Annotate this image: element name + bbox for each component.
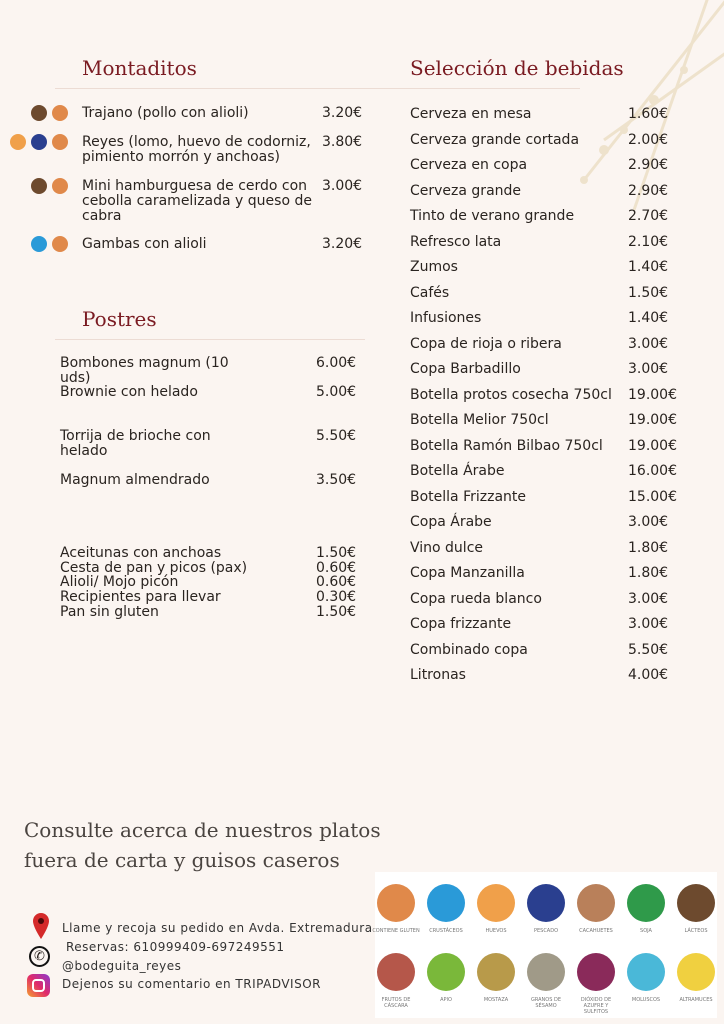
item-price: 3.50€ xyxy=(316,472,357,488)
item-price: 3.80€ xyxy=(322,134,363,150)
drink-item xyxy=(410,183,680,199)
item-price: 1.50€ xyxy=(628,284,669,301)
apio-icon xyxy=(427,953,465,991)
pescado-label: PESCADO xyxy=(533,928,559,934)
menu-item xyxy=(82,237,372,252)
allergen-huevos xyxy=(471,884,521,934)
extra-item xyxy=(60,590,360,604)
item-price: 19.00€ xyxy=(628,437,677,454)
drink-item xyxy=(410,565,680,581)
item-name: Cafés xyxy=(410,284,450,301)
drink-item xyxy=(410,642,680,658)
item-name: Cerveza grande cortada xyxy=(410,131,580,148)
item-name: Cesta de pan y picos (pax) xyxy=(60,559,248,576)
drink-item xyxy=(410,157,680,173)
drink-item xyxy=(410,463,680,479)
drink-item xyxy=(410,208,680,224)
gluten-allergen-icon xyxy=(52,105,68,121)
allergen-lacteos xyxy=(671,884,721,934)
item-price: 5.00€ xyxy=(316,384,357,400)
consulte-line-1: Consulte acerca de nuestros platos xyxy=(24,818,381,842)
item-name: Botella Árabe xyxy=(410,463,505,479)
sesamo-label: GRANOS DE SÉSAMO xyxy=(530,997,561,1009)
lacteos-icon xyxy=(677,884,715,922)
apio-label: APIO xyxy=(440,997,452,1003)
huevos-allergen-icon xyxy=(10,134,26,150)
item-name: Copa frizzante xyxy=(410,616,512,632)
address-text: Llame y recoja su pedido en Avda. Extremadura xyxy=(62,921,373,935)
item-price: 5.50€ xyxy=(628,641,669,658)
drink-item xyxy=(410,591,680,607)
divider xyxy=(380,88,580,89)
item-price: 3.00€ xyxy=(628,514,669,530)
extra-item xyxy=(60,605,360,619)
gluten-allergen-icon xyxy=(52,134,68,150)
item-price: 1.40€ xyxy=(628,310,669,326)
allergen-apio xyxy=(421,953,471,1003)
item-price: 3.00€ xyxy=(628,616,669,632)
item-name: Mini hamburguesa de cerdo con cebolla caramelizada y queso de cabra xyxy=(82,178,312,224)
huevos-icon xyxy=(477,884,515,922)
allergen-pescado xyxy=(521,884,571,934)
item-name: Litronas xyxy=(410,667,466,683)
extra-item xyxy=(60,575,360,589)
drink-item xyxy=(410,336,680,352)
item-price: 2.90€ xyxy=(628,157,669,173)
montaditos-title: Montaditos xyxy=(82,56,197,80)
huevos-label: HUEVOS xyxy=(485,928,507,934)
tripadvisor-text: Dejenos su comentario en TRIPADVISOR xyxy=(62,977,321,991)
item-name: Botella Frizzante xyxy=(410,488,527,505)
drink-item xyxy=(410,616,680,632)
item-price: 3.00€ xyxy=(628,335,669,352)
item-name: Aceitunas con anchoas xyxy=(60,545,222,561)
bebidas-title: Selección de bebidas xyxy=(410,56,624,80)
item-name: Cerveza grande xyxy=(410,182,522,199)
drink-item xyxy=(410,540,680,556)
lacteos-allergen-icon xyxy=(31,178,47,194)
item-price: 19.00€ xyxy=(628,386,677,403)
item-name: Botella Ramón Bilbao 750cl xyxy=(410,437,603,454)
dessert-item xyxy=(60,356,360,386)
pescado-icon xyxy=(527,884,565,922)
drink-item xyxy=(410,438,680,454)
moluscos-label: MOLUSCOS xyxy=(631,997,661,1003)
frutos-label: FRUTOS DE CÁSCARA xyxy=(381,997,411,1009)
drink-item xyxy=(410,234,680,250)
item-name: Tinto de verano grande xyxy=(410,208,575,224)
allergen-moluscos xyxy=(621,953,671,1003)
item-name: Brownie con helado xyxy=(60,384,198,400)
item-name: Copa de rioja o ribera xyxy=(410,335,562,352)
item-name: Trajano (pollo con alioli) xyxy=(82,105,249,121)
divider xyxy=(55,339,365,340)
sulfitos-label: DIÓXIDO DE AZUFRE Y SULFITOS xyxy=(580,997,612,1015)
divider xyxy=(55,88,390,89)
item-price: 1.50€ xyxy=(316,603,357,620)
item-name: Pan sin gluten xyxy=(60,603,159,620)
gluten-label: CONTIENE GLUTEN xyxy=(372,928,420,934)
phone-icon: ✆ xyxy=(29,946,50,967)
gluten-allergen-icon xyxy=(52,178,68,194)
gluten-allergen-icon xyxy=(52,236,68,252)
cacahuetes-label: CACAHUETES xyxy=(579,928,613,934)
consulte-line-2: fuera de carta y guisos caseros xyxy=(24,848,340,872)
drink-item xyxy=(410,489,680,505)
drink-item xyxy=(410,106,680,122)
menu-item xyxy=(82,179,372,224)
allergen-sesamo xyxy=(521,953,571,1009)
crustaceos-icon xyxy=(427,884,465,922)
item-name: Cerveza en copa xyxy=(410,157,528,173)
cacahuetes-icon xyxy=(577,884,615,922)
lacteos-allergen-icon xyxy=(31,105,47,121)
item-name: Recipientes para llevar xyxy=(60,589,221,606)
item-price: 2.90€ xyxy=(628,182,669,199)
drink-item xyxy=(410,387,680,403)
item-name: Copa Árabe xyxy=(410,514,492,530)
item-name: Gambas con alioli xyxy=(82,236,207,252)
item-price: 3.00€ xyxy=(322,178,363,194)
item-price: 1.80€ xyxy=(628,539,669,556)
item-price: 3.20€ xyxy=(322,105,363,121)
sulfitos-icon xyxy=(577,953,615,991)
item-price: 1.60€ xyxy=(628,106,669,122)
drink-item xyxy=(410,412,680,428)
dessert-item xyxy=(60,385,360,400)
item-name: Vino dulce xyxy=(410,539,484,556)
lacteos-label: LÁCTEOS xyxy=(684,928,708,934)
frutos-icon xyxy=(377,953,415,991)
drink-item xyxy=(410,310,680,326)
item-name: Magnum almendrado xyxy=(60,472,210,488)
item-price: 3.00€ xyxy=(628,590,669,607)
item-price: 16.00€ xyxy=(628,463,677,479)
allergen-legend xyxy=(372,872,717,1018)
postres-title: Postres xyxy=(82,307,157,331)
menu-item xyxy=(82,106,372,121)
item-name: Botella Melior 750cl xyxy=(410,412,549,428)
soja-label: SOJA xyxy=(640,928,652,934)
crustaceos-label: CRUSTÁCEOS xyxy=(429,928,463,934)
allergen-crustaceos xyxy=(421,884,471,934)
item-price: 0.60€ xyxy=(316,559,357,576)
item-price: 1.80€ xyxy=(628,565,669,581)
item-price: 4.00€ xyxy=(628,667,669,683)
allergen-soja xyxy=(621,884,671,934)
item-name: Cerveza en mesa xyxy=(410,106,532,122)
item-name: Copa Barbadillo xyxy=(410,361,521,377)
item-name: Torrija de brioche con helado xyxy=(60,428,211,459)
dessert-item xyxy=(60,429,360,459)
item-price: 5.50€ xyxy=(316,428,357,444)
altramuces-label: ALTRAMUCES xyxy=(679,997,713,1003)
item-name: Zumos xyxy=(410,259,458,275)
mostaza-icon xyxy=(477,953,515,991)
drink-item xyxy=(410,285,680,301)
item-name: Botella protos cosecha 750cl xyxy=(410,386,612,403)
menu-item xyxy=(82,135,372,165)
drink-item xyxy=(410,361,680,377)
extra-item xyxy=(60,561,360,575)
dessert-item xyxy=(60,473,360,488)
item-price: 0.60€ xyxy=(316,574,357,591)
moluscos-icon xyxy=(627,953,665,991)
allergen-mostaza xyxy=(471,953,521,1003)
item-price: 6.00€ xyxy=(316,355,357,371)
sesamo-icon xyxy=(527,953,565,991)
gluten-icon xyxy=(377,884,415,922)
allergen-gluten xyxy=(371,884,421,934)
instagram-handle[interactable]: @bodeguita_reyes xyxy=(62,959,182,973)
pescado-allergen-icon xyxy=(31,134,47,150)
drink-item xyxy=(410,514,680,530)
item-name: Refresco lata xyxy=(410,233,502,250)
item-price: 15.00€ xyxy=(628,488,677,505)
item-name: Bombones magnum (10 uds) xyxy=(60,355,229,386)
allergen-altramuces xyxy=(671,953,721,1003)
item-price: 1.40€ xyxy=(628,259,669,275)
item-price: 3.00€ xyxy=(628,361,669,377)
item-price: 19.00€ xyxy=(628,412,677,428)
item-price: 1.50€ xyxy=(316,545,357,561)
item-price: 2.10€ xyxy=(628,233,669,250)
altramuces-icon xyxy=(677,953,715,991)
phone-text[interactable]: Reservas: 610999409-697249551 xyxy=(66,940,285,954)
allergen-cacahuetes xyxy=(571,884,621,934)
location-pin-icon xyxy=(33,913,49,943)
extra-item xyxy=(60,546,360,560)
allergen-frutos xyxy=(371,953,421,1009)
item-price: 3.20€ xyxy=(322,236,363,252)
drink-item xyxy=(410,259,680,275)
instagram-icon xyxy=(27,974,50,997)
item-name: Copa rueda blanco xyxy=(410,590,542,607)
crustaceos-allergen-icon xyxy=(31,236,47,252)
item-name: Copa Manzanilla xyxy=(410,565,525,581)
allergen-sulfitos xyxy=(571,953,621,1015)
item-price: 0.30€ xyxy=(316,589,357,606)
item-name: Alioli/ Mojo picón xyxy=(60,574,179,591)
item-price: 2.00€ xyxy=(628,131,669,148)
drink-item xyxy=(410,132,680,148)
mostaza-label: MOSTAZA xyxy=(483,997,509,1003)
soja-icon xyxy=(627,884,665,922)
item-name: Combinado copa xyxy=(410,641,528,658)
item-name: Reyes (lomo, huevo de codorniz, pimiento morrón y anchoas) xyxy=(82,134,311,165)
item-price: 2.70€ xyxy=(628,208,669,224)
item-name: Infusiones xyxy=(410,310,482,326)
drink-item xyxy=(410,667,680,683)
